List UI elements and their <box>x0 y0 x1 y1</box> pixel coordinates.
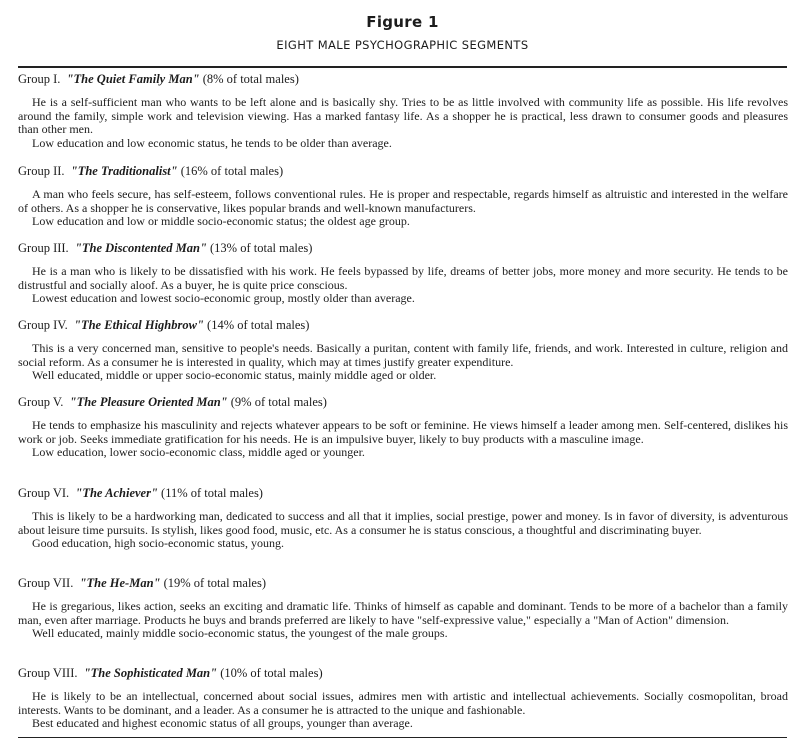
group-label: Group III. <box>18 241 69 255</box>
group-share: (16% of total males) <box>180 164 284 178</box>
group-name: "The He-Man" <box>79 576 161 590</box>
group-name: "The Traditionalist" <box>70 164 178 178</box>
group-share: (9% of total males) <box>230 395 327 409</box>
group-heading <box>18 576 788 591</box>
segment-group-4 <box>18 318 788 383</box>
group-heading <box>18 318 788 333</box>
segment-group-5 <box>18 395 788 460</box>
group-name: "The Ethical Highbrow" <box>74 318 204 332</box>
group-summary: Well educated, mainly middle socio-economic status, the youngest of the male groups. <box>32 626 448 641</box>
group-summary: Low education and low or middle socio-economic status; the oldest age group. <box>32 214 410 229</box>
group-name: "The Quiet Family Man" <box>66 72 200 86</box>
group-heading <box>18 486 788 501</box>
group-description: This is likely to be a hardworking man, dedicated to success and all that it implies, social prestige, power and money. Is in favor of diversity, is adventurous about leisure time pursuits. Is stylish, likes good food, music, etc. As a consumer he is status conscious, a thoughtful and discriminating buyer. <box>18 509 788 537</box>
group-summary: Low education and low economic status, he tends to be older than average. <box>32 135 392 150</box>
group-heading <box>18 666 788 681</box>
group-name: "The Achiever" <box>75 486 158 500</box>
group-share: (10% of total males) <box>220 666 323 680</box>
group-label: Group VIII. <box>18 666 78 680</box>
group-description: He is likely to be an intellectual, concerned about social issues, admires men with artistic and intellectual achievements. Socially cosmopolitan, broad interests. Wants to be dominant, and a leader. As a consumer he is attracted to the unique and fashionable. <box>18 689 788 717</box>
group-label: Group VII. <box>18 576 74 590</box>
group-name: "The Sophisticated Man" <box>83 666 218 680</box>
group-summary: Best educated and highest economic status of all groups, younger than average. <box>32 716 413 731</box>
figure-title: Figure 1 <box>366 13 439 31</box>
group-description: He is gregarious, likes action, seeks an exciting and dramatic life. Thinks of himself as capable and dominant. Tends to be more of a bachelor than a family man, even after marriage. Products he buys and brands preferred are likely to have "self-expressive value," especially a "Man of Action" dimension. <box>18 599 788 627</box>
group-heading <box>18 395 788 410</box>
segment-group-2 <box>18 164 788 229</box>
group-description: He tends to emphasize his masculinity and rejects whatever appears to be soft or feminine. He views himself a leader among men. Self-centered, dislikes his work or job. Seeks immediate gratification for his needs. He is an impulsive buyer, likely to buy products with a masculine image. <box>18 418 788 446</box>
group-name: "The Pleasure Oriented Man" <box>69 395 228 409</box>
group-share: (13% of total males) <box>210 241 313 255</box>
group-label: Group VI. <box>18 486 70 500</box>
group-name: "The Discontented Man" <box>74 241 207 255</box>
segment-group-7 <box>18 576 788 641</box>
group-heading <box>18 164 788 179</box>
group-share: (11% of total males) <box>161 486 263 500</box>
segment-group-1 <box>18 72 788 150</box>
group-label: Group V. <box>18 395 64 409</box>
group-share: (14% of total males) <box>207 318 310 332</box>
group-summary: Good education, high socio-economic status, young. <box>32 536 284 551</box>
group-label: Group IV. <box>18 318 68 332</box>
group-description: This is a very concerned man, sensitive to people's needs. Basically a puritan, content with family life, friends, and work. Interested in culture, religion and social reform. As a consumer he is interested in quality, which may at times justify greater expenditure. <box>18 341 788 369</box>
segment-group-8 <box>18 666 788 731</box>
group-description: A man who feels secure, has self-esteem, follows conventional rules. He is proper and respectable, regards himself as altruistic and interested in the welfare of others. As a shopper he is conservative, likes popular brands and well-known manufacturers. <box>18 187 788 215</box>
group-heading <box>18 72 788 87</box>
group-share: (19% of total males) <box>163 576 266 590</box>
segment-group-3 <box>18 241 788 306</box>
group-summary: Well educated, middle or upper socio-economic status, mainly middle aged or older. <box>32 368 437 383</box>
group-summary: Low education, lower socio-economic class, middle aged or younger. <box>32 445 365 460</box>
bottom-rule <box>18 737 787 738</box>
segment-group-6 <box>18 486 788 551</box>
group-description: He is a self-sufficient man who wants to be left alone and is basically shy. Tries to be as little involved with community life as possible. His life revolves around the family, simple work and television viewing. Has a marked fantasy life. As a shopper he is practical, less drawn to consumer goods and pleasures than other men. <box>18 95 788 137</box>
top-rule <box>18 66 787 68</box>
group-share: (8% of total males) <box>202 72 299 86</box>
group-description: He is a man who is likely to be dissatisfied with his work. He feels bypassed by life, dreams of better jobs, more money and more security. He tends to be distrustful and socially aloof. As a buyer, he is quite price conscious. <box>18 264 788 292</box>
group-label: Group I. <box>18 72 61 86</box>
group-summary: Lowest education and lowest socio-economic group, mostly older than average. <box>32 291 415 306</box>
group-heading <box>18 241 788 256</box>
figure-subtitle: EIGHT MALE PSYCHOGRAPHIC SEGMENTS <box>276 38 529 52</box>
group-label: Group II. <box>18 164 65 178</box>
